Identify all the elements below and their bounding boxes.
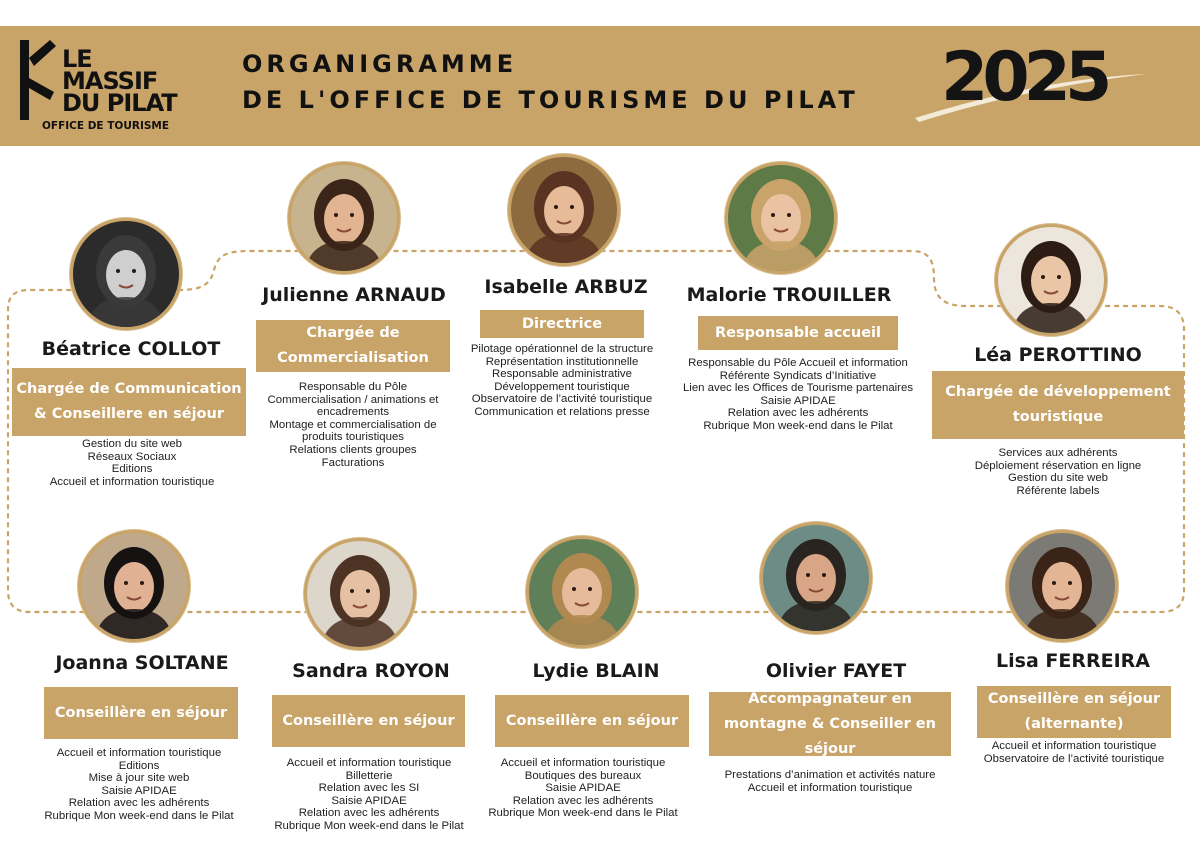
task-item: Saisie APIDAE [331,794,407,807]
task-list [476,757,690,820]
portrait-photo [995,224,1107,336]
logo-line-2: MASSIF [62,67,158,95]
task-item: Lien avec les Offices de Tourisme partenaires [682,382,914,395]
portrait-photo [526,536,638,648]
task-item: Relation avec les adhérents [298,807,440,820]
task-item: Accueil et information touristique [991,740,1157,752]
task-item: Boutiques des bureaux [524,769,642,782]
logo-subtitle: OFFICE DE TOURISME [42,120,170,132]
task-item: Observatoire de l’activité touristique [471,393,653,406]
task-item: Réseaux Sociaux [87,450,177,463]
portrait-icon [1009,533,1115,639]
task-item: Editions [111,463,153,476]
person-name: Joanna SOLTANE [55,652,229,674]
task-item: Gestion du site web [81,438,183,450]
task-item: Rubrique Mon week-end dans le Pilat [703,419,893,432]
task-item: Référente Syndicats d’Initiative [719,369,877,382]
task-list [264,757,474,833]
task-item: encadrements [316,406,390,419]
task-item: Accueil et information touristique [56,747,222,759]
task-item: Commercialisation / animations et [267,393,439,406]
task-item: Prestations d’animation et activités nature [724,769,936,781]
portrait-icon [307,541,413,647]
task-list [700,769,960,794]
task-item: Editions [118,759,160,772]
task-item: produits touristiques [302,431,404,444]
task-item: Pilotage opérationnel de la structure [470,343,654,355]
person-name: Sandra ROYON [292,660,450,682]
task-item: Saisie APIDAE [760,394,836,407]
task-item: Billetterie [345,769,393,782]
task-list [952,447,1164,497]
portrait-photo [508,154,620,266]
task-item: Relation avec les adhérents [512,794,654,807]
year-label: 2025 [941,38,1107,117]
task-list [12,438,252,488]
logo-line-3: DU PILAT [62,89,177,117]
portrait-icon [511,157,617,263]
task-item: Montage et commercialisation de [269,418,437,431]
task-list [452,343,672,419]
role-badge: Conseillère en séjour (alternante) [977,686,1171,738]
portrait-icon [73,221,179,327]
task-item: Rubrique Mon week-end dans le Pilat [488,807,678,820]
task-item: Responsable du Pôle Accueil et information [688,357,908,369]
role-badge: Conseillère en séjour [44,687,238,739]
task-item: Relation avec les SI [318,782,420,795]
portrait-icon [763,525,869,631]
role-badge: Chargée de Communication & Conseillere en séjour [12,368,246,436]
task-item: Responsable du Pôle [298,381,408,393]
task-item: Rubrique Mon week-end dans le Pilat [274,819,464,832]
role-badge: Accompagnateur en montagne & Conseiller en séjour [709,692,951,756]
role-badge: Chargée de Commercialisation [256,320,450,372]
portrait-icon [291,165,397,271]
person-name: Isabelle ARBUZ [484,276,648,298]
task-item: Référente labels [1016,484,1100,497]
person-name: Béatrice COLLOT [41,338,221,360]
portrait-icon [998,227,1104,333]
person-name: Julienne ARNAUD [262,284,446,306]
role-badge: Directrice [480,310,644,338]
role-badge: Responsable accueil [698,316,898,350]
portrait-photo [78,530,190,642]
role-badge: Conseillère en séjour [495,695,689,747]
task-list [960,740,1188,765]
portrait-icon [81,533,187,639]
task-item: Saisie APIDAE [545,782,621,795]
task-item: Relations clients groupes [289,443,417,456]
role-badge: Conseillère en séjour [272,695,465,747]
task-item: Facturations [321,456,385,469]
task-item: Accueil et information touristique [500,757,666,769]
task-item: Gestion du site web [1007,472,1109,485]
task-item: Accueil et information touristique [747,781,913,794]
task-item: Accueil et information touristique [286,757,452,769]
task-item: Saisie APIDAE [101,784,177,797]
portrait-photo [725,162,837,274]
person-name: Olivier FAYET [765,660,907,682]
task-item: Représentation institutionnelle [485,355,639,368]
portrait-photo [70,218,182,330]
task-item: Relation avec les adhérents [727,407,869,420]
task-item: Services aux adhérents [998,447,1118,459]
portrait-icon [529,539,635,645]
task-item: Responsable administrative [492,368,632,381]
person-name: Léa PEROTTINO [974,344,1142,366]
task-item: Rubrique Mon week-end dans le Pilat [44,809,234,822]
task-item: Relation avec les adhérents [68,797,210,810]
task-list [668,357,928,433]
person-name: Lisa FERREIRA [996,650,1150,672]
person-name: Malorie TROUILLER [686,284,892,306]
portrait-photo [1006,530,1118,642]
portrait-photo [288,162,400,274]
task-item: Développement touristique [494,380,630,393]
logo-line-1: LE [62,45,92,73]
task-item: Accueil et information touristique [49,475,215,488]
task-item: Communication et relations presse [474,405,650,418]
portrait-icon [728,165,834,271]
title-line-2: DE L'OFFICE DE TOURISME DU PILAT [242,86,859,114]
title-line-1: ORGANIGRAMME [242,50,518,78]
task-list [252,381,454,469]
task-item: Déploiement réservation en ligne [974,459,1142,472]
portrait-photo [304,538,416,650]
task-list [24,747,254,823]
person-name: Lydie BLAIN [532,660,660,682]
task-item: Observatoire de l’activité touristique [983,752,1165,765]
task-item: Mise à jour site web [88,772,190,785]
role-badge: Chargée de développement touristique [932,371,1184,439]
portrait-photo [760,522,872,634]
